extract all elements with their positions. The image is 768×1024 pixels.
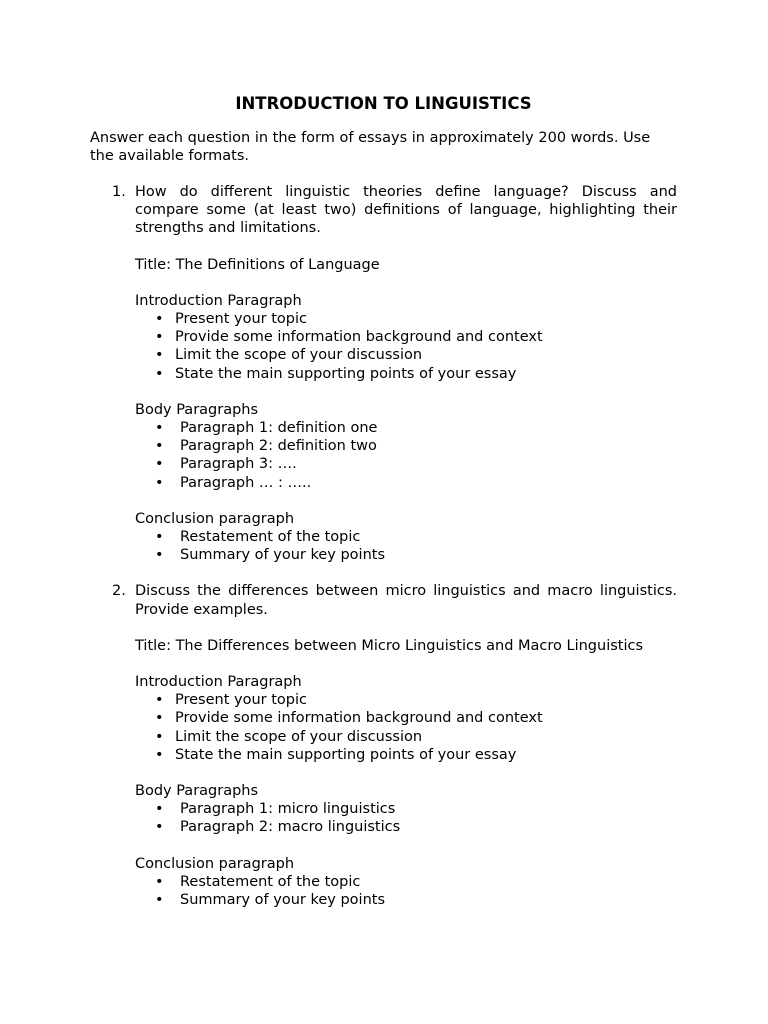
bullet-icon: • [155,420,164,437]
body-points [135,419,677,492]
bullet-icon: • [155,347,164,364]
bullet-icon: • [155,692,164,709]
conclusion-points [135,873,677,909]
essay-title: Title: The Differences between Micro Linguistics and Macro Linguistics [135,637,644,654]
question-2 [112,582,677,909]
list-item: • Paragraph 1: definition one [155,420,378,437]
intro-points [135,310,677,383]
list-item: • Paragraph 2: macro linguistics [155,819,401,836]
intro-heading: Introduction Paragraph [135,674,302,691]
bullet-icon: • [155,474,164,491]
conclusion-heading: Conclusion paragraph [135,855,295,872]
bullet-icon: • [155,892,164,909]
instructions-paragraph: Answer each question in the form of essays in approximately 200 words. Use the available formats. [90,130,651,164]
list-item: • Paragraph 3: …. [155,456,297,473]
list-item: • Limit the scope of your discussion [155,347,423,364]
body-heading: Body Paragraphs [135,783,259,800]
list-item: • Paragraph 2: definition two [155,438,377,455]
document-title: INTRODUCTION TO LINGUISTICS [235,94,532,113]
list-item: • Restatement of the topic [155,529,361,546]
question-1 [112,183,677,564]
bullet-icon: • [155,547,164,564]
question-number: 1. [112,184,126,200]
body-points [135,800,677,836]
question-prompt: Discuss the differences between micro linguistics and macro linguistics. Provide examples. [135,583,677,618]
body-heading: Body Paragraphs [135,401,259,418]
list-item: • Paragraph 1: micro linguistics [155,801,396,818]
list-item: • Limit the scope of your discussion [155,728,423,745]
bullet-icon: • [155,710,164,727]
list-item: • Restatement of the topic [155,873,361,890]
intro-points [135,691,677,764]
list-item: • Present your topic [155,692,307,709]
intro-heading: Introduction Paragraph [135,292,302,309]
bullet-icon: • [155,311,164,328]
conclusion-heading: Conclusion paragraph [135,510,295,527]
bullet-icon: • [155,746,164,763]
list-item: • State the main supporting points of your essay [155,365,517,382]
bullet-icon: • [155,819,164,836]
question-number: 2. [112,583,126,600]
list-item: • Summary of your key points [155,547,386,564]
list-item: • Provide some information background and context [155,329,543,346]
bullet-icon: • [155,529,164,546]
bullet-icon: • [155,438,164,455]
bullet-icon: • [155,456,164,473]
list-item: • Summary of your key points [155,892,386,909]
document-page [90,93,677,909]
bullet-icon: • [155,801,164,818]
list-item: • Provide some information background and context [155,710,543,727]
bullet-icon: • [155,329,164,346]
list-item: • State the main supporting points of your essay [155,746,517,763]
bullet-icon: • [155,365,164,382]
bullet-icon: • [155,873,164,890]
list-item: • Paragraph … : ….. [155,474,312,491]
essay-title: Title: The Definitions of Language [135,256,380,273]
bullet-icon: • [155,728,164,745]
list-item: • Present your topic [155,311,307,328]
question-prompt: How do different linguistic theories define language? Discuss and compare some (at least two) definitions of language, highlighting their strengths and limitations. [135,184,677,237]
conclusion-points [135,528,677,564]
